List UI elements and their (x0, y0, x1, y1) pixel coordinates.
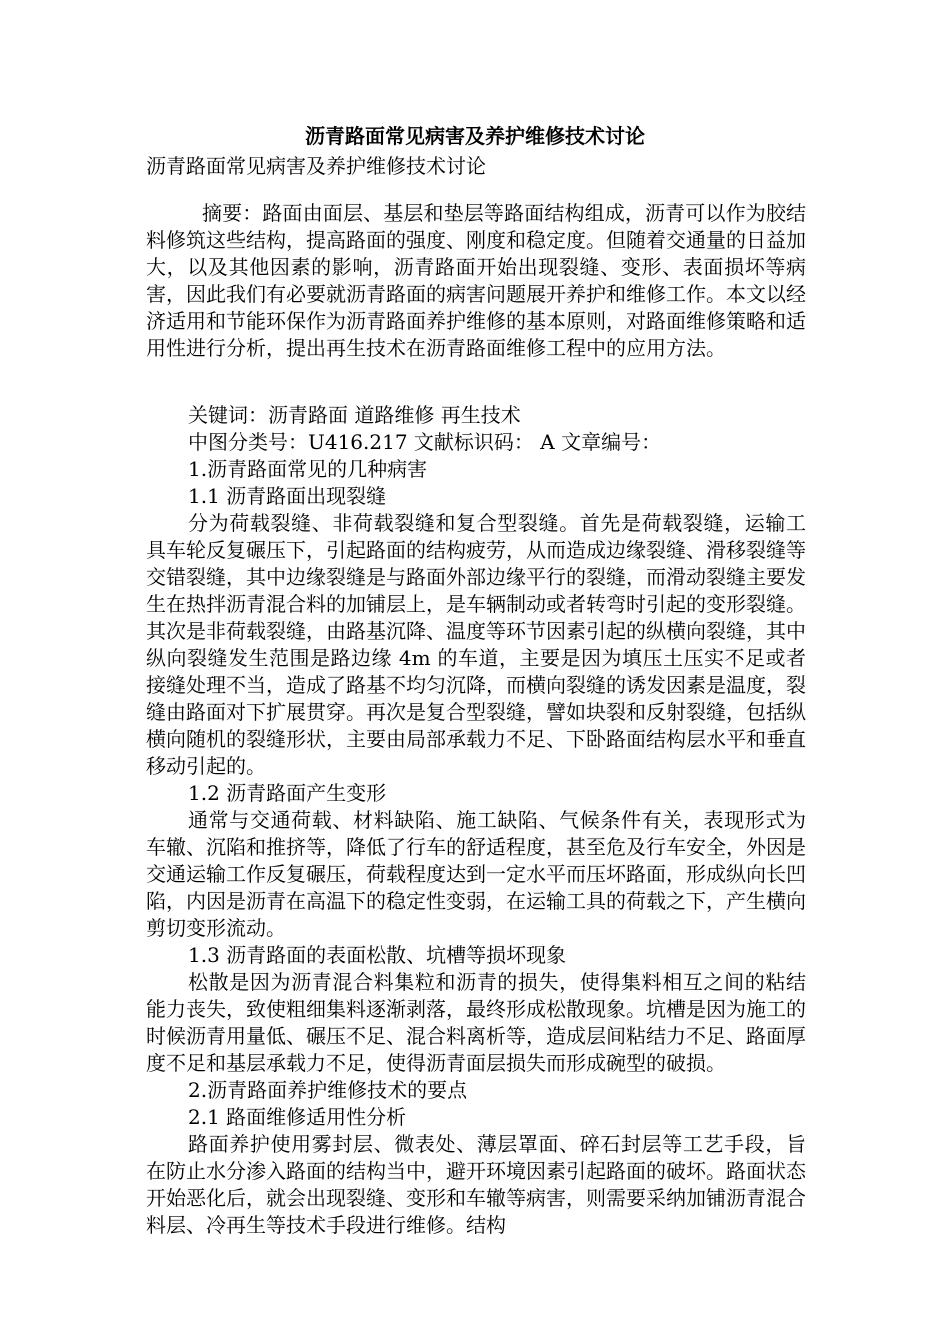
keywords-line: 关键词：沥青路面 道路维修 再生技术 (188, 403, 521, 427)
classification-line: 中图分类号：U416.217 文献标识码： A 文章编号： (188, 430, 662, 454)
subsection-heading-2-1: 2.1 路面维修适用性分析 (188, 1105, 407, 1129)
paragraph-1-1: 分为荷载裂缝、非荷载裂缝和复合型裂缝。首先是荷载裂缝，运输工具车轮反复碾压下，引起路面的结构疲劳，从而造成边缘裂缝、滑移裂缝等交错裂缝，其中边缘裂缝是与路面外部边缘平行的裂缝，而滑动裂缝主要发生在热拌沥青混合料的加铺层上，是车辆制动或者转弯时引起的变形裂缝。其次是非荷载裂缝，由路基沉降、温度等环节因素引起的纵横向裂缝，其中纵向裂缝发生范围是路边缘 4m 的车道，主要是因为填压土压实不足或者接缝处理不当，造成了路基不均匀沉降，而横向裂缝的诱发因素是温度，裂缝由路面对下扩展贯穿。再次是复合型裂缝，譬如块裂和反射裂缝，包括纵横向随机的裂缝形状，主要由局部承载力不足、下卧路面结构层水平和垂直移动引起的。 (146, 511, 806, 778)
document-body (146, 200, 806, 1239)
section-heading-2: 2.沥青路面养护维修技术的要点 (188, 1078, 468, 1102)
subsection-heading-1-2: 1.2 沥青路面产生变形 (188, 781, 387, 805)
section-heading-1: 1.沥青路面常见的几种病害 (188, 457, 428, 481)
subsection-heading-1-1: 1.1 沥青路面出现裂缝 (188, 484, 387, 508)
abstract-paragraph: 摘要：路面由面层、基层和垫层等路面结构组成，沥青可以作为胶结料修筑这些结构，提高路面的强度、刚度和稳定度。但随着交通量的日益加大，以及其他因素的影响，沥青路面开始出现裂缝、变形、表面损坏等病害，因此我们有必要就沥青路面的病害问题展开养护和维修工作。本文以经济适用和节能环保作为沥青路面养护维修的基本原则，对路面维修策略和适用性进行分析，提出再生技术在沥青路面维修工程中的应用方法。 (146, 201, 806, 360)
subsection-heading-1-3: 1.3 沥青路面的表面松散、坑槽等损坏现象 (188, 943, 567, 967)
document-subtitle: 沥青路面常见病害及养护维修技术讨论 (146, 154, 486, 178)
paragraph-1-3: 松散是因为沥青混合料集粒和沥青的损失，使得集料相互之间的粘结能力丧失，致使粗细集料逐渐剥落，最终形成松散现象。坑槽是因为施工的时候沥青用量低、碾压不足、混合料离析等，造成层间粘结力不足、路面厚度不足和基层承载力不足，使得沥青面层损失而形成碗型的破损。 (146, 970, 806, 1075)
paragraph-1-2: 通常与交通荷载、材料缺陷、施工缺陷、气候条件有关，表现形式为车辙、沉陷和推挤等，降低了行车的舒适程度，甚至危及行车安全，外因是交通运输工作反复碾压，荷载程度达到一定水平而压坏路面，形成纵向长凹陷，内因是沥青在高温下的稳定性变弱，在运输工具的荷载之下，产生横向剪切变形流动。 (146, 808, 806, 940)
paragraph-2-1: 路面养护使用雾封层、微表处、薄层罩面、碎石封层等工艺手段，旨在防止水分渗入路面的结构当中，避开环境因素引起路面的破坏。路面状态开始恶化后，就会出现裂缝、变形和车辙等病害，则需要采纳加铺沥青混合料层、冷再生等技术手段进行维修。结构 (146, 1132, 806, 1237)
document-title: 沥青路面常见病害及养护维修技术讨论 (305, 124, 645, 148)
